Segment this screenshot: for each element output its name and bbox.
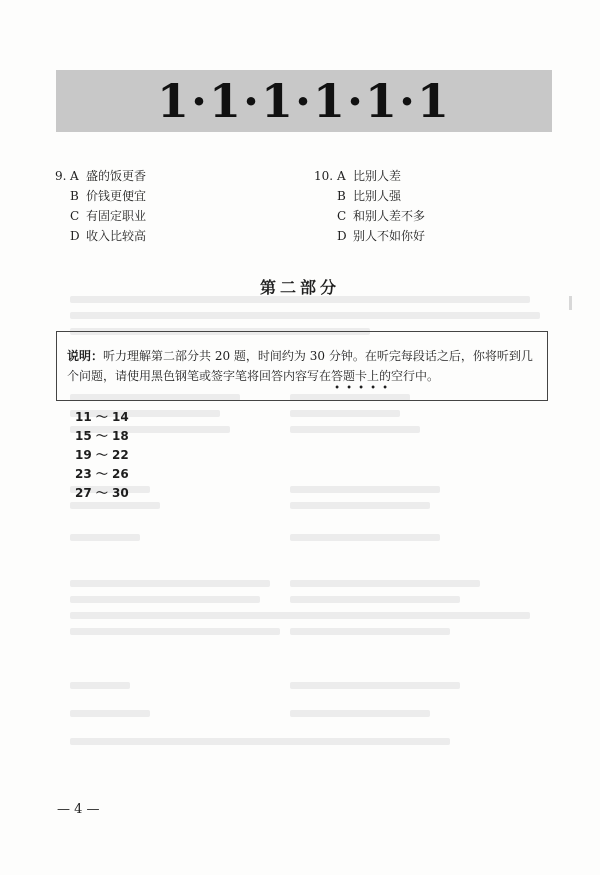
instructions-text: 听力理解第二部分共 20 题，时间约为 30 分钟。在听完每段话之后，你将听到几个问题，请使用黑色钢笔或签字笔将回答内容写在 [67,349,533,383]
instructions-box [56,331,548,401]
option-letter: B [337,189,346,203]
question-range: 11 ～ 14 [75,410,129,424]
question-number: 10. [314,169,334,183]
crop-mark [569,296,572,310]
section-title: 第二部分 [259,278,340,297]
option-letter: B [70,189,79,203]
option-text: 盛的饭更香 [86,169,147,183]
emphasis-text: 答题卡上的 [331,369,392,383]
question-range: 23 ～ 26 [75,467,129,481]
question-range: 27 ～ 30 [75,486,129,500]
question-9 [55,166,285,246]
option-text: 比别人差 [353,169,402,183]
option-text: 别人不如你好 [353,229,426,243]
question-range: 15 ～ 18 [75,429,129,443]
title-banner [56,70,552,132]
emphasis-dots: • • • • • [334,383,388,394]
option-letter: D [70,229,80,243]
question-ranges [75,408,129,503]
option-text: 收入比较高 [86,229,147,243]
option-text: 和别人差不多 [353,209,426,223]
page-number: — 4 — [57,802,100,817]
instructions-emphasis [331,369,392,394]
option-letter: D [337,229,347,243]
banner-title: 1·1·1·1·1·1 [156,74,452,128]
option-letter: C [337,209,347,223]
option-letter: C [70,209,80,223]
option-letter: A [337,169,346,183]
instructions-label: 说明： [67,349,104,363]
option-text: 有固定职业 [86,209,147,223]
question-10 [314,166,554,246]
option-letter: A [70,169,79,183]
option-text: 价钱更便宜 [86,189,147,203]
instructions-text-end: 空行中。 [391,369,440,383]
question-range: 19 ～ 22 [75,448,129,462]
question-number: 9. [55,169,67,183]
option-text: 比别人强 [353,189,402,203]
